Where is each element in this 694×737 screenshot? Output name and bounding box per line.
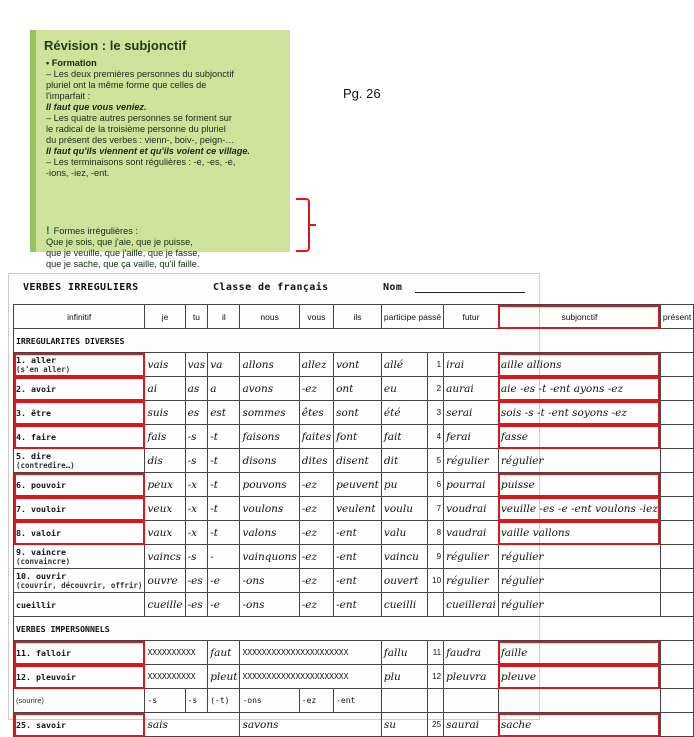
- cell-pp: voulu: [381, 497, 427, 521]
- cell-extra: [660, 425, 693, 449]
- cell-ils: -ent: [334, 521, 382, 545]
- col-futur: futur: [444, 305, 499, 329]
- example: Il faut qu'ils viennent et qu'ils voient ce village.: [46, 146, 250, 156]
- col-subjonctif: subjonctif: [498, 305, 660, 329]
- verb-note: (couvrir, découvrir, offrir): [16, 581, 143, 590]
- irregular-line: que je veuille, que j'aille, que je fasse,: [46, 248, 200, 258]
- cell-vous: -ez: [299, 497, 333, 521]
- verb-note: (s'en aller): [16, 365, 71, 374]
- cell-tu: -es: [185, 569, 208, 593]
- table-row: [14, 401, 694, 425]
- verb-label: 5. dire (contredire…): [14, 449, 145, 473]
- row-number: 4: [428, 425, 444, 449]
- row-number: 25: [428, 713, 444, 737]
- cell-futur: faudra: [444, 641, 499, 665]
- cell-pp: allé: [381, 353, 427, 377]
- cell-il: -t: [208, 521, 240, 545]
- cell-tu: -x: [185, 521, 208, 545]
- cell-je: vaincs: [145, 545, 185, 569]
- col-vous: vous: [299, 305, 333, 329]
- cell-subjonctif: régulier: [498, 545, 660, 569]
- cell-futur: voudrai: [444, 497, 499, 521]
- verb-label: 8. valoir: [14, 521, 145, 545]
- sheet-title: VERBES IRREGULIERS: [23, 282, 139, 293]
- cell-je: sais: [145, 713, 240, 737]
- cell-extra: [660, 545, 693, 569]
- cell-je: vais: [145, 353, 185, 377]
- row-number: 7: [428, 497, 444, 521]
- row-number: 10: [428, 569, 444, 593]
- cell-xxx: XXXXXXXXXX: [145, 665, 208, 689]
- ending-nous: -ons: [240, 689, 299, 713]
- cell-futur: régulier: [444, 569, 499, 593]
- cell-subjonctif: aie -es -t -ent ayons -ez: [498, 377, 660, 401]
- rule-line: – Les quatre autres personnes se forment sur: [46, 113, 232, 123]
- row-number: 9: [428, 545, 444, 569]
- cell-tu: as: [185, 377, 208, 401]
- row-number: 11: [428, 641, 444, 665]
- table-row: [14, 641, 694, 665]
- cell-je: dis: [145, 449, 185, 473]
- cell-je: fais: [145, 425, 185, 449]
- formation-label: • Formation: [46, 58, 97, 68]
- table-row: [14, 665, 694, 689]
- cell-futur: pourrai: [444, 473, 499, 497]
- verb-label: cueillir: [14, 593, 145, 617]
- cell-subjonctif: régulier: [498, 449, 660, 473]
- row-number: 1: [428, 353, 444, 377]
- verb-note: (convaincre): [16, 557, 71, 566]
- cell-je: vaux: [145, 521, 185, 545]
- cell-il: -t: [208, 425, 240, 449]
- cell-ils: disent: [334, 449, 382, 473]
- example: Il faut que vous veniez.: [46, 102, 147, 112]
- cell-xxx: XXXXXXXXXXXXXXXXXXXXXX: [240, 641, 381, 665]
- cell-nous: faisons: [240, 425, 299, 449]
- endings-row: [14, 689, 694, 713]
- cell-extra: [660, 569, 693, 593]
- ending-il: (-t): [208, 689, 240, 713]
- cell-ils: peuvent: [334, 473, 382, 497]
- rule-line: le radical de la troisième personne du pluriel: [46, 124, 226, 134]
- verb-table: [13, 304, 694, 737]
- table-row: [14, 713, 694, 737]
- cell-il: va: [208, 353, 240, 377]
- cell-vous: dites: [299, 449, 333, 473]
- verb-label: 4. faire: [14, 425, 145, 449]
- col-tu: tu: [185, 305, 208, 329]
- cell-subjonctif: aille allions: [498, 353, 660, 377]
- cell-il: -t: [208, 497, 240, 521]
- table-row: [14, 593, 694, 617]
- cell-pp: fallu: [381, 641, 427, 665]
- section-irregular: IRREGULARITES DIVERSES: [14, 329, 694, 353]
- box-edge: [30, 30, 36, 252]
- row-number: 8: [428, 521, 444, 545]
- verb-label: 2. avoir: [14, 377, 145, 401]
- col-je: je: [145, 305, 185, 329]
- cell-je: ouvre: [145, 569, 185, 593]
- cell-extra: [660, 521, 693, 545]
- cell-nous: voulons: [240, 497, 299, 521]
- verb-label: 9. vaincre (convaincre): [14, 545, 145, 569]
- rule-line: – Les terminaisons sont régulières : -e, -es, -e,: [46, 157, 236, 167]
- row-number: 6: [428, 473, 444, 497]
- cell-futur: irai: [444, 353, 499, 377]
- cell-subjonctif: vaille vallons: [498, 521, 660, 545]
- cell-pp: plu: [381, 665, 427, 689]
- cell-pp: cueilli: [381, 593, 427, 617]
- cell-tu: -s: [185, 449, 208, 473]
- class-title: Classe de français: [213, 282, 329, 293]
- cell-ils: vont: [334, 353, 382, 377]
- cell-je: peux: [145, 473, 185, 497]
- cell-futur: vaudrai: [444, 521, 499, 545]
- rule-line: du présent des verbes : vienn-, boiv-, peign-…: [46, 135, 235, 145]
- cell-pp: été: [381, 401, 427, 425]
- cell-vous: -ez: [299, 545, 333, 569]
- cell-extra: [660, 713, 693, 737]
- exclamation-icon: !: [46, 225, 50, 237]
- cell-tu: -x: [185, 473, 208, 497]
- irregular-line: que je sache, que ça vaille, qu'il faille.: [46, 259, 200, 269]
- cell-pp: pu: [381, 473, 427, 497]
- name-label: Nom: [383, 282, 403, 293]
- cell-empty: [498, 689, 660, 713]
- cell-futur: pleuvra: [444, 665, 499, 689]
- cell-ils: veulent: [334, 497, 382, 521]
- cell-vous: allez: [299, 353, 333, 377]
- cell-ils: -ent: [334, 593, 382, 617]
- cell-ils: font: [334, 425, 382, 449]
- col-infinitif: infinitif: [14, 305, 145, 329]
- cell-ils: sont: [334, 401, 382, 425]
- cell-pp: fait: [381, 425, 427, 449]
- table-row: [14, 353, 694, 377]
- cell-je: ai: [145, 377, 185, 401]
- cell-il: pleut: [208, 665, 240, 689]
- section-impersonal: VERBES IMPERSONNELS: [14, 617, 694, 641]
- col-participe: participe passé: [381, 305, 443, 329]
- ending-vous: -ez: [299, 689, 333, 713]
- cell-nous: pouvons: [240, 473, 299, 497]
- cell-vous: -ez: [299, 593, 333, 617]
- table-row: [14, 473, 694, 497]
- verb-label: 12. pleuvoir: [14, 665, 145, 689]
- cell-subjonctif: régulier: [498, 593, 660, 617]
- verb-label: 3. être: [14, 401, 145, 425]
- cell-vous: -ez: [299, 473, 333, 497]
- cell-il: -e: [208, 569, 240, 593]
- irregular-label: Formes irrégulières :: [53, 226, 138, 236]
- cell-vous: -ez: [299, 521, 333, 545]
- cell-subjonctif: pleuve: [498, 665, 660, 689]
- cell-tu: -s: [185, 425, 208, 449]
- cell-vous: faites: [299, 425, 333, 449]
- cell-nous: valons: [240, 521, 299, 545]
- page-label: Pg. 26: [343, 86, 381, 101]
- table-row: [14, 569, 694, 593]
- cell-extra: [660, 497, 693, 521]
- rule-line: pluriel ont la même forme que celles de: [46, 80, 207, 90]
- cell-vous: -ez: [299, 569, 333, 593]
- ending-je: -s: [145, 689, 185, 713]
- cell-il: est: [208, 401, 240, 425]
- cell-subjonctif: veuille -es -e -ent voulons -iez: [498, 497, 660, 521]
- cell-extra: [660, 641, 693, 665]
- source-label: (sourire): [14, 689, 145, 713]
- verb-note: (contredire…): [16, 461, 75, 470]
- cell-subjonctif: faille: [498, 641, 660, 665]
- rule-line: – Les deux premières personnes du subjonctif: [46, 69, 234, 79]
- cell-futur: régulier: [444, 449, 499, 473]
- cell-extra: [660, 593, 693, 617]
- section-row: [14, 617, 694, 641]
- cell-futur: régulier: [444, 545, 499, 569]
- cell-tu: es: [185, 401, 208, 425]
- cell-futur: cueillerai: [444, 593, 499, 617]
- revision-title: Révision : le subjonctif: [44, 38, 187, 53]
- cell-ils: -ent: [334, 545, 382, 569]
- verb-label: 7. vouloir: [14, 497, 145, 521]
- table-row: [14, 377, 694, 401]
- verb-label: 1. aller (s'en aller): [14, 353, 145, 377]
- cell-ils: -ent: [334, 569, 382, 593]
- cell-subjonctif: sois -s -t -ent soyons -ez: [498, 401, 660, 425]
- table-row: [14, 545, 694, 569]
- cell-empty: [660, 689, 693, 713]
- row-number: [428, 593, 444, 617]
- cell-extra: [660, 353, 693, 377]
- table-row: [14, 425, 694, 449]
- cell-nous: disons: [240, 449, 299, 473]
- cell-pp: vaincu: [381, 545, 427, 569]
- cell-nous: sommes: [240, 401, 299, 425]
- cell-futur: saurai: [444, 713, 499, 737]
- ending-tu: -s: [185, 689, 208, 713]
- cell-subjonctif: puisse: [498, 473, 660, 497]
- cell-pp: su: [381, 713, 427, 737]
- cell-tu: vas: [185, 353, 208, 377]
- cell-il: -e: [208, 593, 240, 617]
- cell-il: -t: [208, 473, 240, 497]
- row-number: 3: [428, 401, 444, 425]
- rule-line: l'imparfait :: [46, 91, 91, 101]
- red-bracket: [296, 198, 310, 252]
- table-row: [14, 521, 694, 545]
- cell-tu: -s: [185, 545, 208, 569]
- cell-empty: [381, 689, 427, 713]
- cell-extra: [660, 401, 693, 425]
- cell-pp: valu: [381, 521, 427, 545]
- cell-empty: [444, 689, 499, 713]
- table-row: [14, 497, 694, 521]
- col-nous: nous: [240, 305, 299, 329]
- cell-je: cueille: [145, 593, 185, 617]
- cell-il: -: [208, 545, 240, 569]
- cell-subjonctif: fasse: [498, 425, 660, 449]
- cell-il: -t: [208, 449, 240, 473]
- cell-futur: aurai: [444, 377, 499, 401]
- cell-il: faut: [208, 641, 240, 665]
- cell-nous: avons: [240, 377, 299, 401]
- cell-nous: savons: [240, 713, 381, 737]
- row-number: 5: [428, 449, 444, 473]
- col-ils: ils: [334, 305, 382, 329]
- cell-xxx: XXXXXXXXXXXXXXXXXXXXXX: [240, 665, 381, 689]
- verb-label: 11. falloir: [14, 641, 145, 665]
- revision-box: [30, 30, 290, 269]
- header-row: [14, 305, 694, 329]
- cell-xxx: XXXXXXXXXX: [145, 641, 208, 665]
- cell-futur: ferai: [444, 425, 499, 449]
- cell-il: a: [208, 377, 240, 401]
- cell-subjonctif: régulier: [498, 569, 660, 593]
- irregular-line: Que je sois, que j'aie, que je puisse,: [46, 237, 193, 247]
- cell-tu: -x: [185, 497, 208, 521]
- cell-je: veux: [145, 497, 185, 521]
- cell-nous: vainquons: [240, 545, 299, 569]
- cell-pp: dit: [381, 449, 427, 473]
- col-present: présent: [660, 305, 693, 329]
- cell-empty: [428, 689, 444, 713]
- cell-vous: êtes: [299, 401, 333, 425]
- cell-nous: allons: [240, 353, 299, 377]
- cell-nous: -ons: [240, 593, 299, 617]
- section-row: [14, 329, 694, 353]
- cell-extra: [660, 473, 693, 497]
- row-number: 12: [428, 665, 444, 689]
- cell-je: suis: [145, 401, 185, 425]
- verb-label: 6. pouvoir: [14, 473, 145, 497]
- cell-subjonctif: sache: [498, 713, 660, 737]
- rule-line: -ions, -iez, -ent.: [46, 168, 110, 178]
- verb-label: 25. savoir: [14, 713, 145, 737]
- ending-ils: -ent: [334, 689, 382, 713]
- row-number: 2: [428, 377, 444, 401]
- verb-label: 10. ouvrir (couvrir, découvrir, offrir): [14, 569, 145, 593]
- cell-futur: serai: [444, 401, 499, 425]
- cell-pp: ouvert: [381, 569, 427, 593]
- cell-extra: [660, 449, 693, 473]
- cell-vous: -ez: [299, 377, 333, 401]
- cell-nous: -ons: [240, 569, 299, 593]
- irregular-forms: [46, 226, 286, 270]
- cell-tu: -es: [185, 593, 208, 617]
- name-line: [415, 292, 525, 293]
- cell-extra: [660, 665, 693, 689]
- verb-worksheet: [8, 273, 692, 731]
- cell-extra: [660, 377, 693, 401]
- col-il: il: [208, 305, 240, 329]
- cell-pp: eu: [381, 377, 427, 401]
- revision-text: [46, 58, 286, 179]
- table-row: [14, 449, 694, 473]
- cell-ils: ont: [334, 377, 382, 401]
